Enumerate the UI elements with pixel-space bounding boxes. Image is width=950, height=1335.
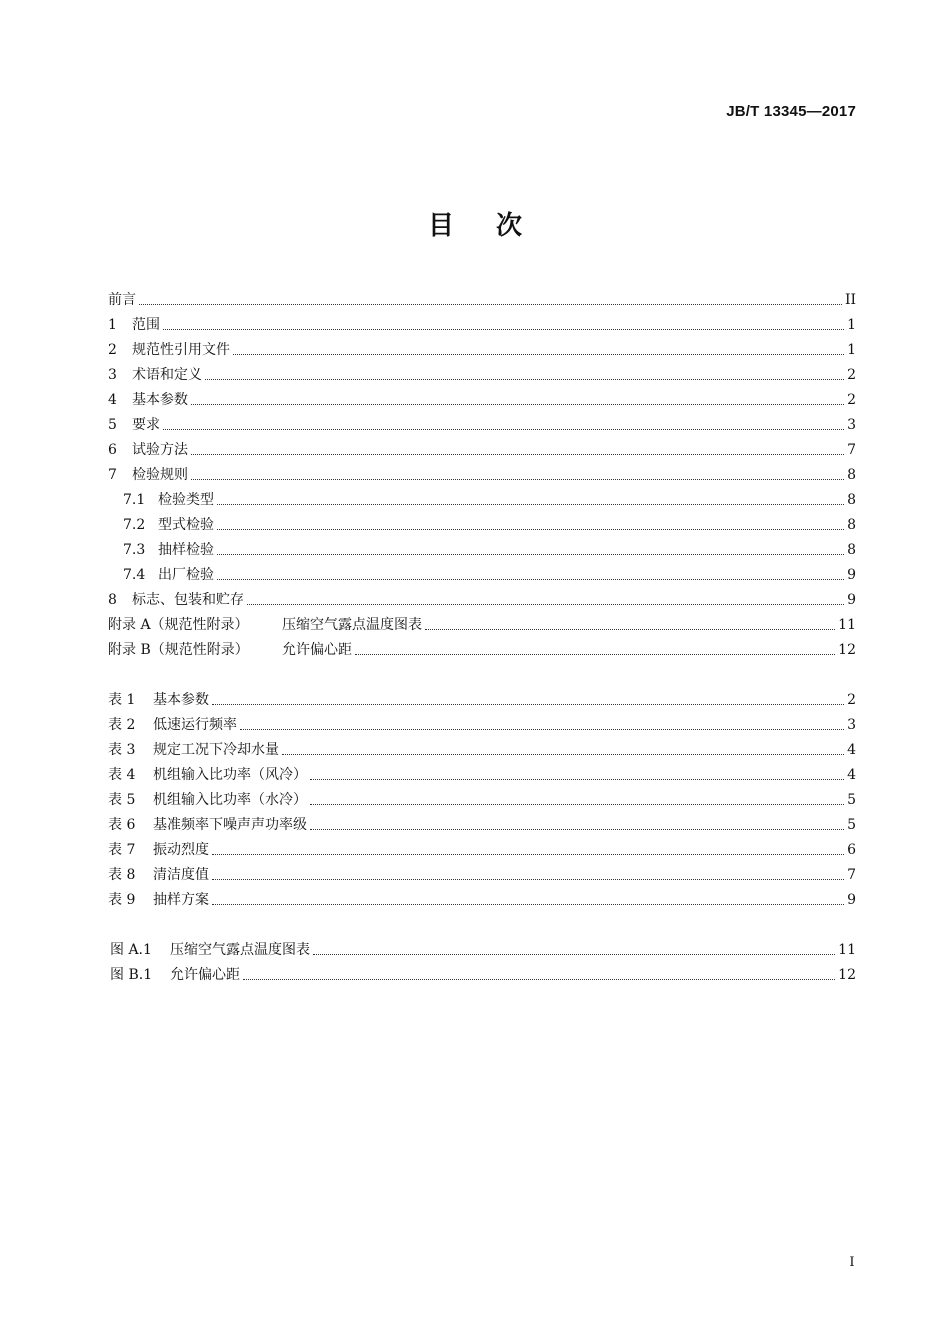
toc-label: 低速运行频率 [153,717,237,733]
toc-label: 压缩空气露点温度图表 [282,617,422,633]
toc-page: 12 [838,967,856,983]
toc-entry[interactable] [108,309,856,334]
toc-number: 3 [108,367,117,383]
toc-page: 7 [847,867,856,883]
toc-page: 8 [847,467,856,483]
toc-figure-entry[interactable] [108,959,856,984]
toc-figure-entry[interactable] [108,934,856,959]
standard-number: JB/T 13345—2017 [726,103,856,120]
toc-appendix-entry[interactable] [108,609,856,634]
leader-dots [217,528,844,530]
toc-page: 4 [847,767,856,783]
toc-label: 检验类型 [158,492,214,508]
toc-page: 8 [847,542,856,558]
leader-dots [282,753,844,755]
toc-entry[interactable] [108,334,856,359]
leader-dots [212,903,844,905]
toc-label: 压缩空气露点温度图表 [170,942,310,958]
toc-table-entry[interactable] [108,759,856,784]
toc-label: 基本参数 [132,392,188,408]
leader-dots [310,828,844,830]
leader-dots [191,453,844,455]
toc-number: 4 [108,392,117,408]
toc-number: 表 6 [108,817,136,833]
toc-entry[interactable] [108,409,856,434]
toc-entry[interactable] [108,384,856,409]
toc-entry-foreword[interactable] [108,284,856,309]
toc-appendix-entry[interactable] [108,634,856,659]
toc-label: 前言 [108,292,136,308]
toc-number: 5 [108,417,117,433]
toc-label: 型式检验 [158,517,214,533]
toc-subentry[interactable] [108,484,856,509]
toc-entry[interactable] [108,434,856,459]
toc-table-entry[interactable] [108,734,856,759]
toc-label: 要求 [132,417,160,433]
leader-dots [217,503,844,505]
toc-page: 9 [847,592,856,608]
toc-label: 基本参数 [153,692,209,708]
toc-subentry[interactable] [108,559,856,584]
toc-tables [108,684,856,909]
page-title: 目次 [427,211,564,241]
toc-page: 3 [847,417,856,433]
leader-dots [212,703,844,705]
toc-label: 出厂检验 [158,567,214,583]
toc-page: 11 [838,942,856,958]
toc-page: 2 [847,692,856,708]
toc-label: 规范性引用文件 [132,342,230,358]
toc-number: 2 [108,342,117,358]
toc-page: 12 [838,642,856,658]
leader-dots [425,628,835,630]
toc-entry[interactable] [108,359,856,384]
toc-table-entry[interactable] [108,784,856,809]
toc-number: 附录 A（规范性附录） [108,617,249,633]
toc-table-entry[interactable] [108,684,856,709]
toc-main [108,284,856,659]
toc-page: 4 [847,742,856,758]
toc-figures [108,934,856,984]
toc-table-entry[interactable] [108,834,856,859]
toc-subentry[interactable] [108,509,856,534]
leader-dots [191,478,844,480]
leader-dots [163,328,844,330]
toc-number: 表 7 [108,842,136,858]
leader-dots [205,378,844,380]
toc-table-entry[interactable] [108,709,856,734]
toc-entry[interactable] [108,584,856,609]
toc-page: 2 [847,367,856,383]
toc-label: 抽样检验 [158,542,214,558]
leader-dots [217,578,844,580]
leader-dots [212,853,844,855]
toc-number: 7 [108,467,117,483]
toc-number: 表 5 [108,792,136,808]
toc-label: 基准频率下噪声声功率级 [153,817,307,833]
leader-dots [240,728,844,730]
toc-number: 附录 B（规范性附录） [108,642,249,658]
leader-dots [212,878,844,880]
leader-dots [163,428,844,430]
toc-page: 5 [847,792,856,808]
toc-number: 6 [108,442,117,458]
toc-page: 7 [847,442,856,458]
toc-label: 允许偏心距 [282,642,352,658]
toc-entry[interactable] [108,459,856,484]
toc-number: 表 2 [108,717,136,733]
toc-page: II [844,292,856,308]
toc-number: 7.4 [123,567,146,583]
toc-page: 9 [847,567,856,583]
toc-page: 1 [847,342,856,358]
toc-number: 表 8 [108,867,136,883]
toc-number: 7.2 [123,517,146,533]
toc-number: 1 [108,317,117,333]
leader-dots [191,403,844,405]
toc-page: 8 [847,492,856,508]
page-number: I [849,1255,855,1270]
toc-page: 9 [847,892,856,908]
toc-label: 机组输入比功率（水冷） [153,792,307,808]
toc-page: 2 [847,392,856,408]
toc-label: 抽样方案 [153,892,209,908]
toc-label: 允许偏心距 [170,967,240,983]
toc-table-entry[interactable] [108,884,856,909]
toc-label: 标志、包装和贮存 [132,592,244,608]
toc-number: 表 9 [108,892,136,908]
toc-label: 振动烈度 [153,842,209,858]
toc-page: 5 [847,817,856,833]
toc-label: 试验方法 [132,442,188,458]
toc-page: 1 [847,317,856,333]
leader-dots [243,978,835,980]
toc-label: 检验规则 [132,467,188,483]
toc-label: 范围 [132,317,160,333]
toc-label: 机组输入比功率（风冷） [153,767,307,783]
toc-table-entry[interactable] [108,809,856,834]
toc-page: 8 [847,517,856,533]
leader-dots [310,803,844,805]
leader-dots [233,353,844,355]
leader-dots [310,778,844,780]
toc-label: 清洁度值 [153,867,209,883]
toc-table-entry[interactable] [108,859,856,884]
toc-page: 6 [847,842,856,858]
toc-subentry[interactable] [108,534,856,559]
toc-number: 表 4 [108,767,136,783]
leader-dots [247,603,844,605]
leader-dots [355,653,835,655]
toc-page: 3 [847,717,856,733]
toc-number: 8 [108,592,117,608]
toc-number: 表 1 [108,692,136,708]
toc-page: 11 [838,617,856,633]
toc-number: 7.1 [123,492,146,508]
toc-number: 7.3 [123,542,146,558]
leader-dots [217,553,844,555]
toc-number: 图 A.1 [110,942,152,958]
leader-dots [139,303,842,305]
toc-number: 表 3 [108,742,136,758]
toc-number: 图 B.1 [110,967,153,983]
toc-label: 术语和定义 [132,367,202,383]
leader-dots [313,953,835,955]
toc-label: 规定工况下冷却水量 [153,742,279,758]
